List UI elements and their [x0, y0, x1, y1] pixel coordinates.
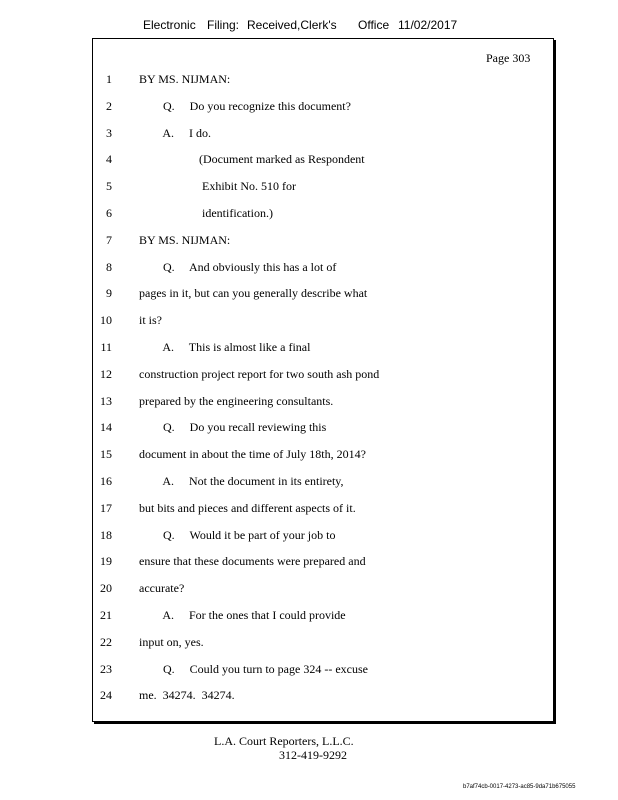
line-text: Q. Would it be part of your job to — [139, 527, 336, 542]
line-number: 24 — [100, 688, 112, 703]
line-number: 11 — [100, 340, 112, 354]
transcript-line — [0, 313, 600, 331]
transcript-line — [0, 447, 600, 465]
line-number: 21 — [100, 608, 112, 622]
reporter-phone: 312-419-9292 — [279, 748, 347, 762]
line-text: Q. Do you recall reviewing this — [139, 420, 327, 435]
line-number: 14 — [100, 420, 112, 435]
transcript-line — [0, 635, 600, 653]
line-text: but bits and pieces and different aspects of it. — [139, 500, 356, 515]
line-number: 22 — [100, 634, 112, 649]
transcript-line — [0, 474, 600, 492]
line-text: A. Not the document in its entirety, — [139, 474, 344, 488]
transcript-line — [0, 99, 600, 117]
line-text: Q. Could you turn to page 324 -- excuse — [139, 661, 368, 676]
line-text: document in about the time of July 18th, 2014? — [139, 447, 366, 462]
transcript-line — [0, 233, 600, 251]
line-text: A. I do. — [139, 125, 211, 140]
document-hash: b7af74cb-0017-4273-ac85-9da71b675055 — [463, 784, 576, 790]
line-text: BY MS. NIJMAN: — [139, 232, 231, 247]
filing-stamp — [0, 18, 618, 36]
line-text: ensure that these documents were prepared and — [139, 554, 366, 569]
line-number: 16 — [100, 474, 112, 488]
transcript-line — [0, 152, 600, 170]
transcript-line — [0, 420, 600, 438]
line-text: me. 34274. 34274. — [139, 688, 235, 703]
page-number: Page 303 — [486, 51, 531, 65]
line-number: 15 — [100, 447, 112, 462]
line-number: 20 — [100, 581, 112, 596]
transcript-line — [0, 206, 600, 224]
transcript-line — [0, 608, 600, 626]
line-number: 7 — [106, 232, 112, 247]
filing-stamp-word: Received,Clerk's — [247, 18, 337, 32]
filing-stamp-word: Filing: — [207, 18, 240, 32]
line-text: (Document marked as Respondent — [139, 152, 365, 167]
reporter-company: L.A. Court Reporters, L.L.C. — [214, 734, 354, 748]
line-text: A. This is almost like a final — [139, 340, 311, 354]
line-number: 1 — [106, 72, 112, 86]
line-text: BY MS. NIJMAN: — [139, 72, 231, 86]
line-text: A. For the ones that I could provide — [139, 608, 346, 622]
line-number: 19 — [100, 554, 112, 569]
transcript-line — [0, 394, 600, 412]
line-text: construction project report for two south ash pond — [139, 366, 380, 381]
transcript-line — [0, 126, 600, 144]
line-text: Q. Do you recognize this document? — [139, 98, 351, 113]
filing-stamp-date: 11/02/2017 — [398, 18, 458, 32]
transcript-line — [0, 72, 600, 90]
transcript-line — [0, 528, 600, 546]
line-text: pages in it, but can you generally describe what — [139, 286, 368, 301]
line-number: 10 — [100, 313, 112, 328]
line-text: Exhibit No. 510 for — [139, 179, 296, 194]
line-text: accurate? — [139, 581, 185, 596]
line-number: 9 — [106, 286, 112, 301]
line-text: it is? — [139, 313, 162, 328]
line-number: 8 — [106, 259, 112, 274]
transcript-line — [0, 688, 600, 706]
transcript-line — [0, 501, 600, 519]
transcript-line — [0, 367, 600, 385]
line-number: 18 — [100, 527, 112, 542]
transcript-line — [0, 554, 600, 572]
transcript-line — [0, 662, 600, 680]
line-number: 13 — [100, 393, 112, 408]
transcript-line — [0, 179, 600, 197]
filing-stamp-word: Office — [358, 18, 390, 32]
transcript-line — [0, 286, 600, 304]
line-number: 6 — [106, 206, 112, 220]
line-number: 4 — [106, 152, 112, 167]
line-text: Q. And obviously this has a lot of — [139, 259, 337, 274]
line-text: input on, yes. — [139, 634, 204, 649]
line-text: identification.) — [139, 206, 273, 220]
line-number: 12 — [100, 366, 112, 381]
transcript-line — [0, 581, 600, 599]
transcript-line — [0, 340, 600, 358]
line-number: 3 — [106, 125, 112, 140]
filing-stamp-word: Electronic — [143, 18, 196, 32]
line-text: prepared by the engineering consultants. — [139, 393, 334, 408]
line-number: 2 — [106, 98, 112, 113]
line-number: 5 — [106, 179, 112, 194]
line-number: 17 — [100, 500, 112, 515]
transcript-line — [0, 260, 600, 278]
line-number: 23 — [100, 661, 112, 676]
